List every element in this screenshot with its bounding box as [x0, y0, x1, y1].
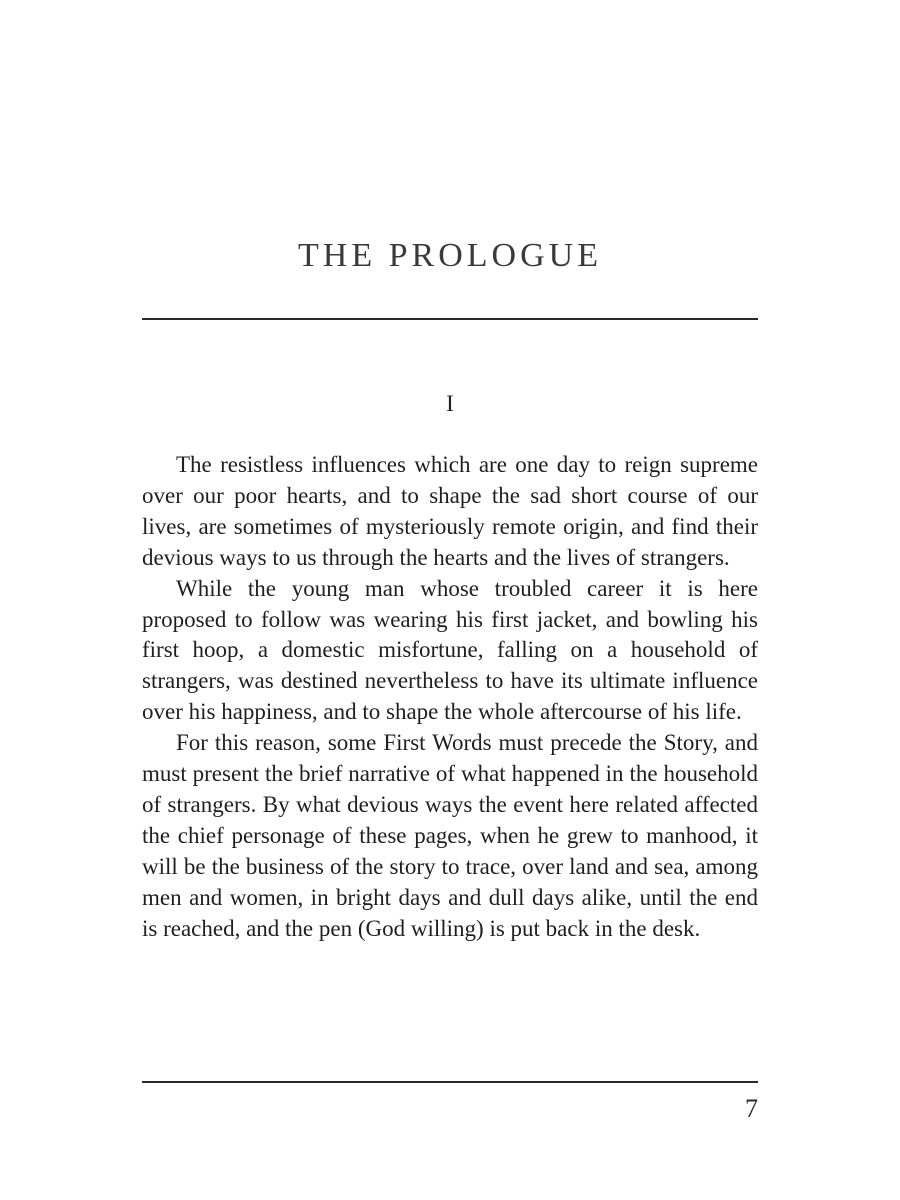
bottom-rule — [142, 1081, 758, 1083]
paragraph-2: While the young man whose troubled career it is here proposed to follow was wearing his first jacket, and bowling his first hoop, a domestic misfortune, falling on a household of strangers, was destined nevertheless to have its ultimate influence over his happiness, and to shape the whole aftercourse of his life. — [142, 575, 758, 725]
section-numeral: I — [446, 391, 454, 416]
body-text — [142, 450, 758, 945]
paragraph-3: For this reason, some First Words must precede the Story, and must present the brief narrative of what happened in the household of strangers. By what devious ways the event here related affected the chief personage of these pages, when he grew to manhood, it will be the business of the story to trace, over land and sea, among men and women, in bright days and dull days alike, until the end is reached, and the pen (God willing) is put back in the desk. — [142, 730, 758, 941]
top-rule — [142, 318, 758, 320]
page-number: 7 — [745, 1094, 758, 1123]
paragraph-1: The resistless influences which are one day to reign supreme over our poor hearts, and to shape the sad short course of our lives, are sometimes of mysteriously remote origin, and find their devious ways to us through the hearts and the lives of strangers. — [142, 452, 758, 570]
chapter-title: THE PROLOGUE — [298, 237, 602, 274]
